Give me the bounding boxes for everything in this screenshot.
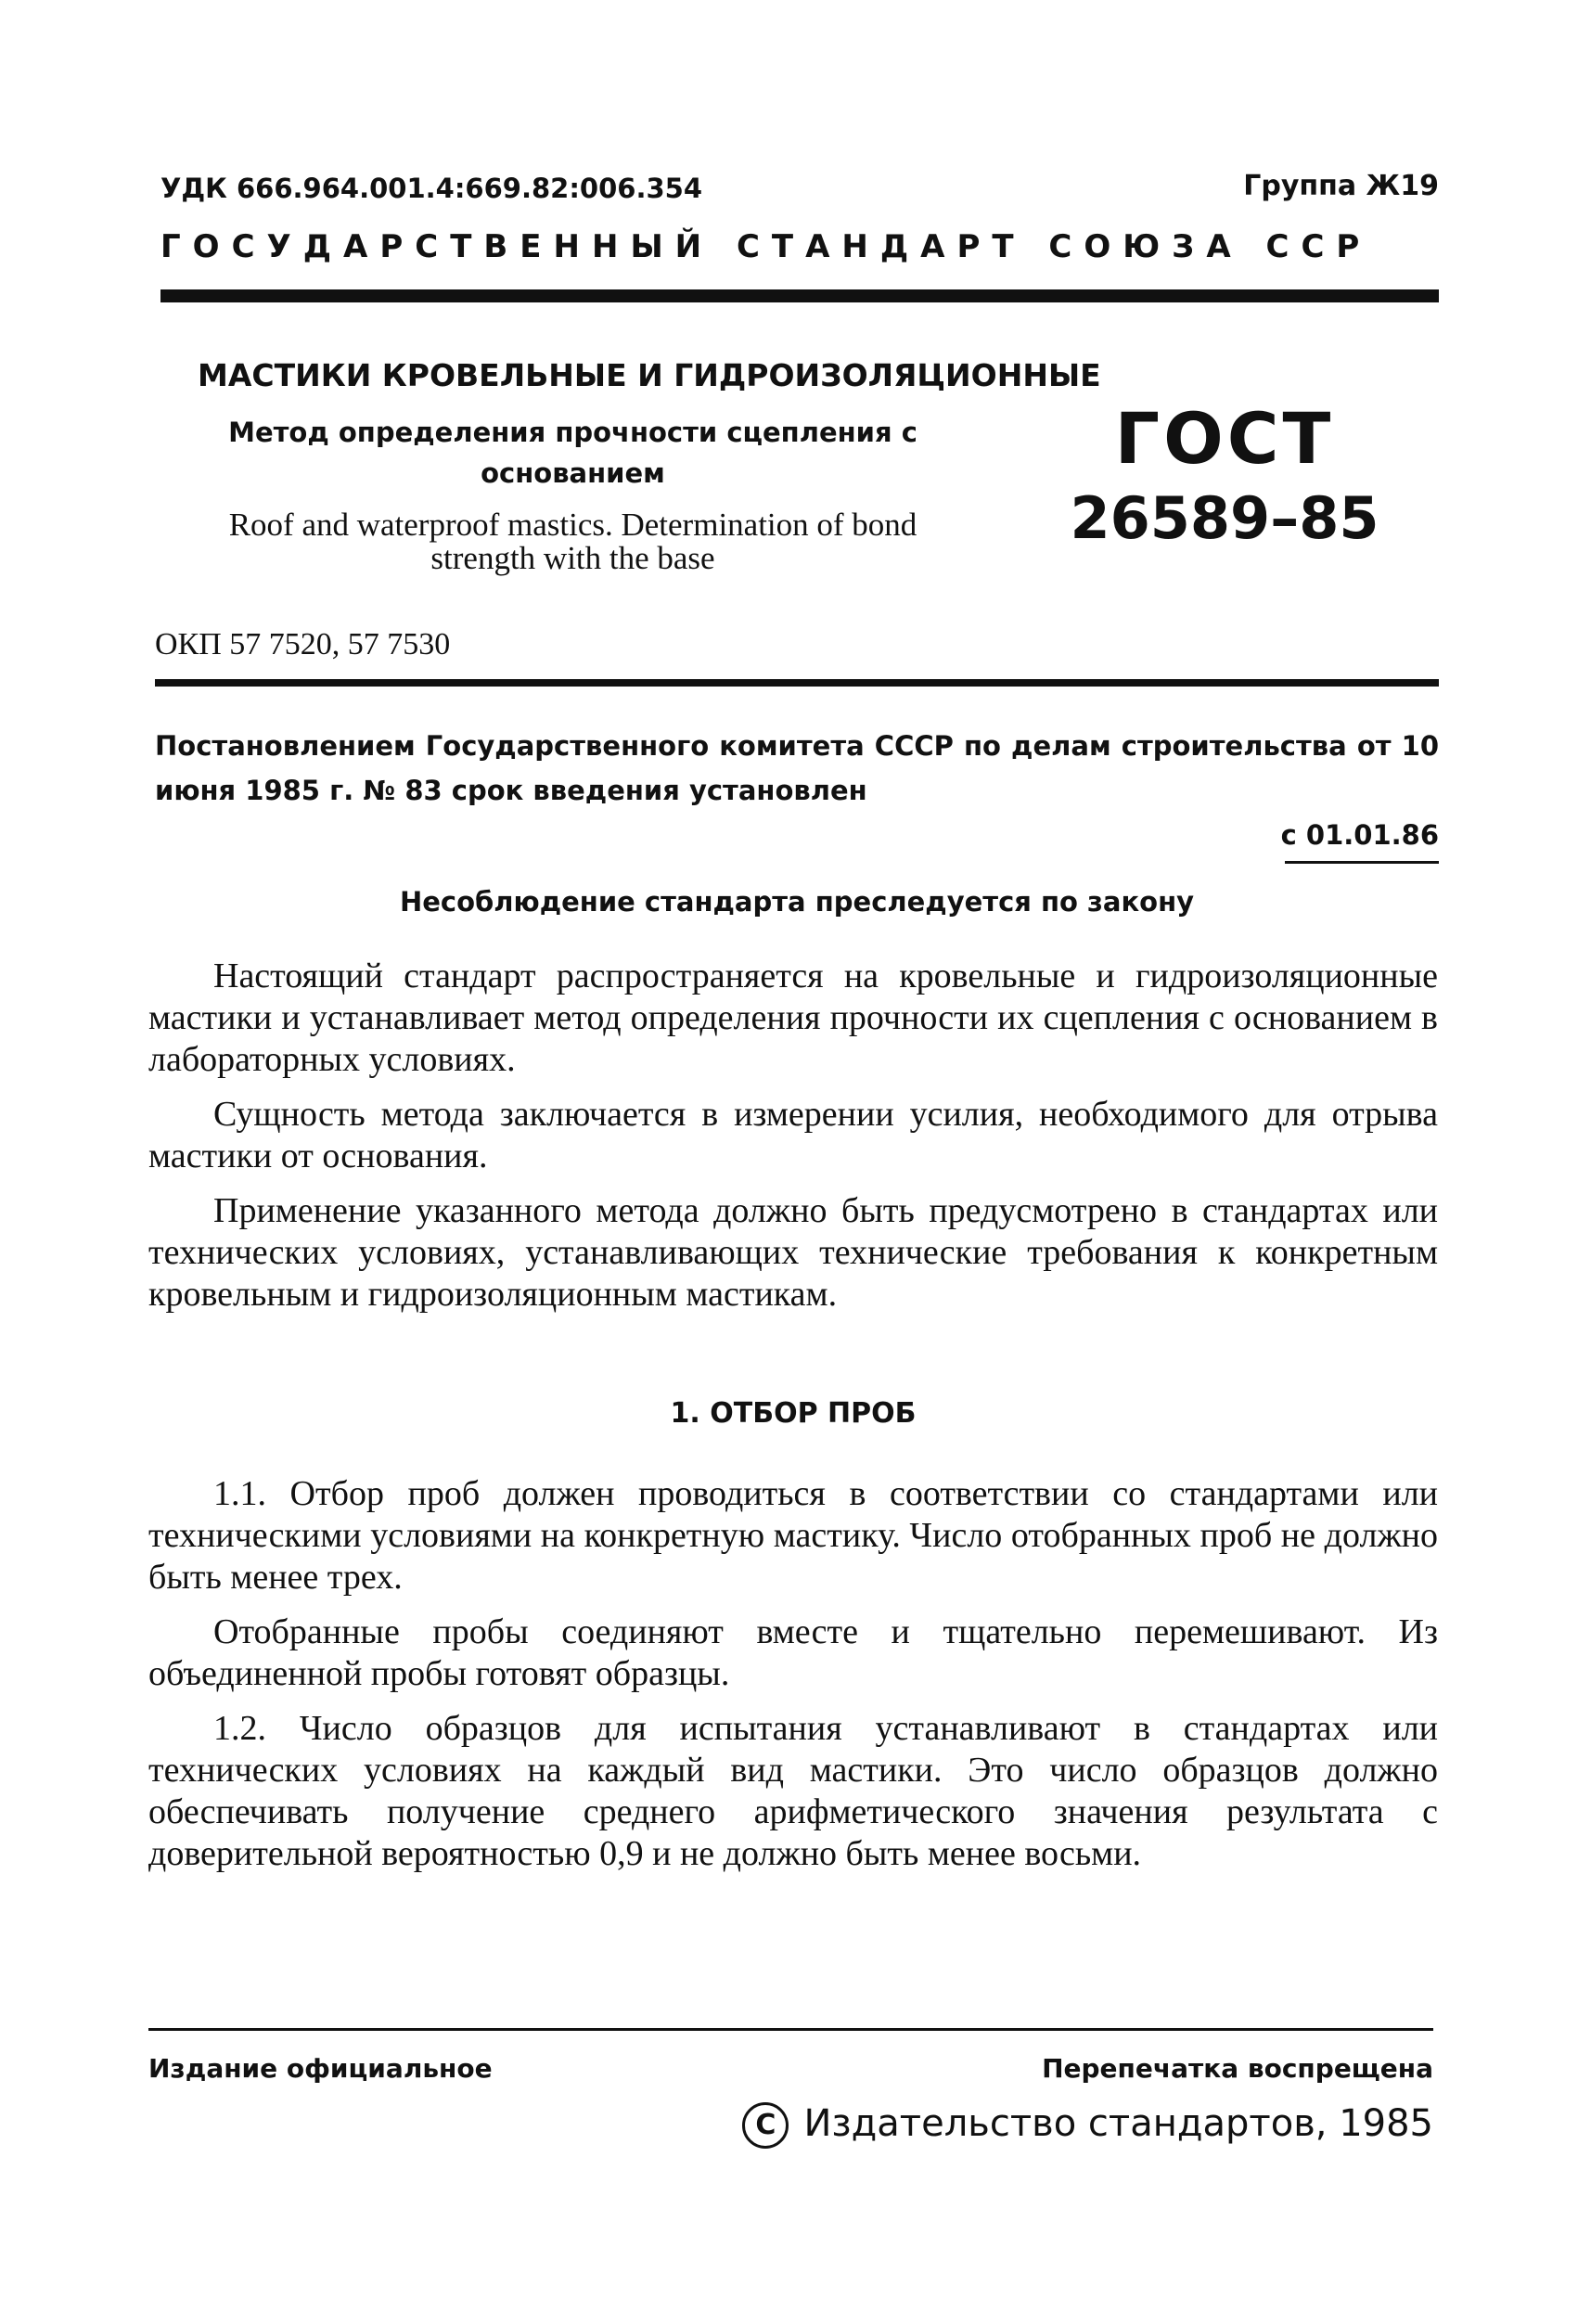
copyright-icon: C xyxy=(742,2102,789,2149)
intro-paragraph: Применение указанного метода должно быть предусмотрено в стандартах или технических условиях, устанавливающих технические требования к конкретным кровельным и гидроизоляционным мастикам. xyxy=(148,1191,1438,1314)
noncompliance-notice: Несоблюдение стандарта преследуется по закону xyxy=(399,886,1195,918)
group-code: Группа Ж19 xyxy=(1243,170,1439,202)
document-title: МАСТИКИ КРОВЕЛЬНЫЕ И ГИДРОИЗОЛЯЦИОННЫЕ xyxy=(198,357,1101,393)
effective-date-underline xyxy=(1285,861,1439,864)
header-divider xyxy=(160,289,1439,302)
effective-date: с 01.01.86 xyxy=(1280,819,1439,851)
official-edition-label: Издание официальное xyxy=(148,2053,493,2084)
title-divider xyxy=(155,679,1439,687)
decree-text: Постановлением Государственного комитета СССР по делам строительства от 10 июня 1985 г. № 83 срок введения установлен xyxy=(155,730,1439,806)
reprint-prohibited-label: Перепечатка воспрещена xyxy=(1042,2053,1433,2084)
document-subtitle: Метод определения прочности сцепления с основанием xyxy=(228,417,917,489)
section-heading: 1. ОТБОР ПРОБ xyxy=(670,1397,917,1430)
english-title: Roof and waterproof mastics. Determination of bond strength with the base xyxy=(228,507,917,576)
section-paragraph: Отобранные пробы соединяют вместе и тщательно перемешивают. Из объединенной пробы готовят образцы. xyxy=(148,1612,1438,1693)
section-paragraph: 1.1. Отбор проб должен проводиться в соответствии со стандартами или техническими условиями на конкретную мастику. Число отобранных проб не должно быть менее трех. xyxy=(148,1474,1438,1597)
section-paragraph: 1.2. Число образцов для испытания устанавливают в стандартах или технических условиях на каждый вид мастики. Это число образцов должно обеспечивать получение среднего арифметического значения результата с доверительной вероятностью 0,9 и не должно быть менее восьми. xyxy=(148,1709,1438,1873)
intro-paragraph: Сущность метода заключается в измерении усилия, необходимого для отрыва мастики от основания. xyxy=(148,1095,1438,1175)
state-standard-banner: ГОСУДАРСТВЕННЫЙ СТАНДАРТ СОЮЗА ССР xyxy=(160,228,1372,265)
publisher-line xyxy=(742,2102,1433,2149)
gost-label: ГОСТ xyxy=(1114,397,1335,480)
intro-section xyxy=(148,956,1438,1329)
section-1-body xyxy=(148,1473,1438,1888)
intro-paragraph: Настоящий стандарт распространяется на кровельные и гидроизоляционные мастики и устанавливает метод определения прочности их сцепления с основанием в лабораторных условиях. xyxy=(148,957,1438,1079)
publisher-name: Издательство стандартов, 1985 xyxy=(803,2102,1433,2145)
footer-divider xyxy=(148,2028,1433,2031)
udk-code: УДК 666.964.001.4:669.82:006.354 xyxy=(160,173,703,204)
okp-code: ОКП 57 7520, 57 7530 xyxy=(155,627,451,661)
gost-number: 26589–85 xyxy=(1070,484,1379,552)
